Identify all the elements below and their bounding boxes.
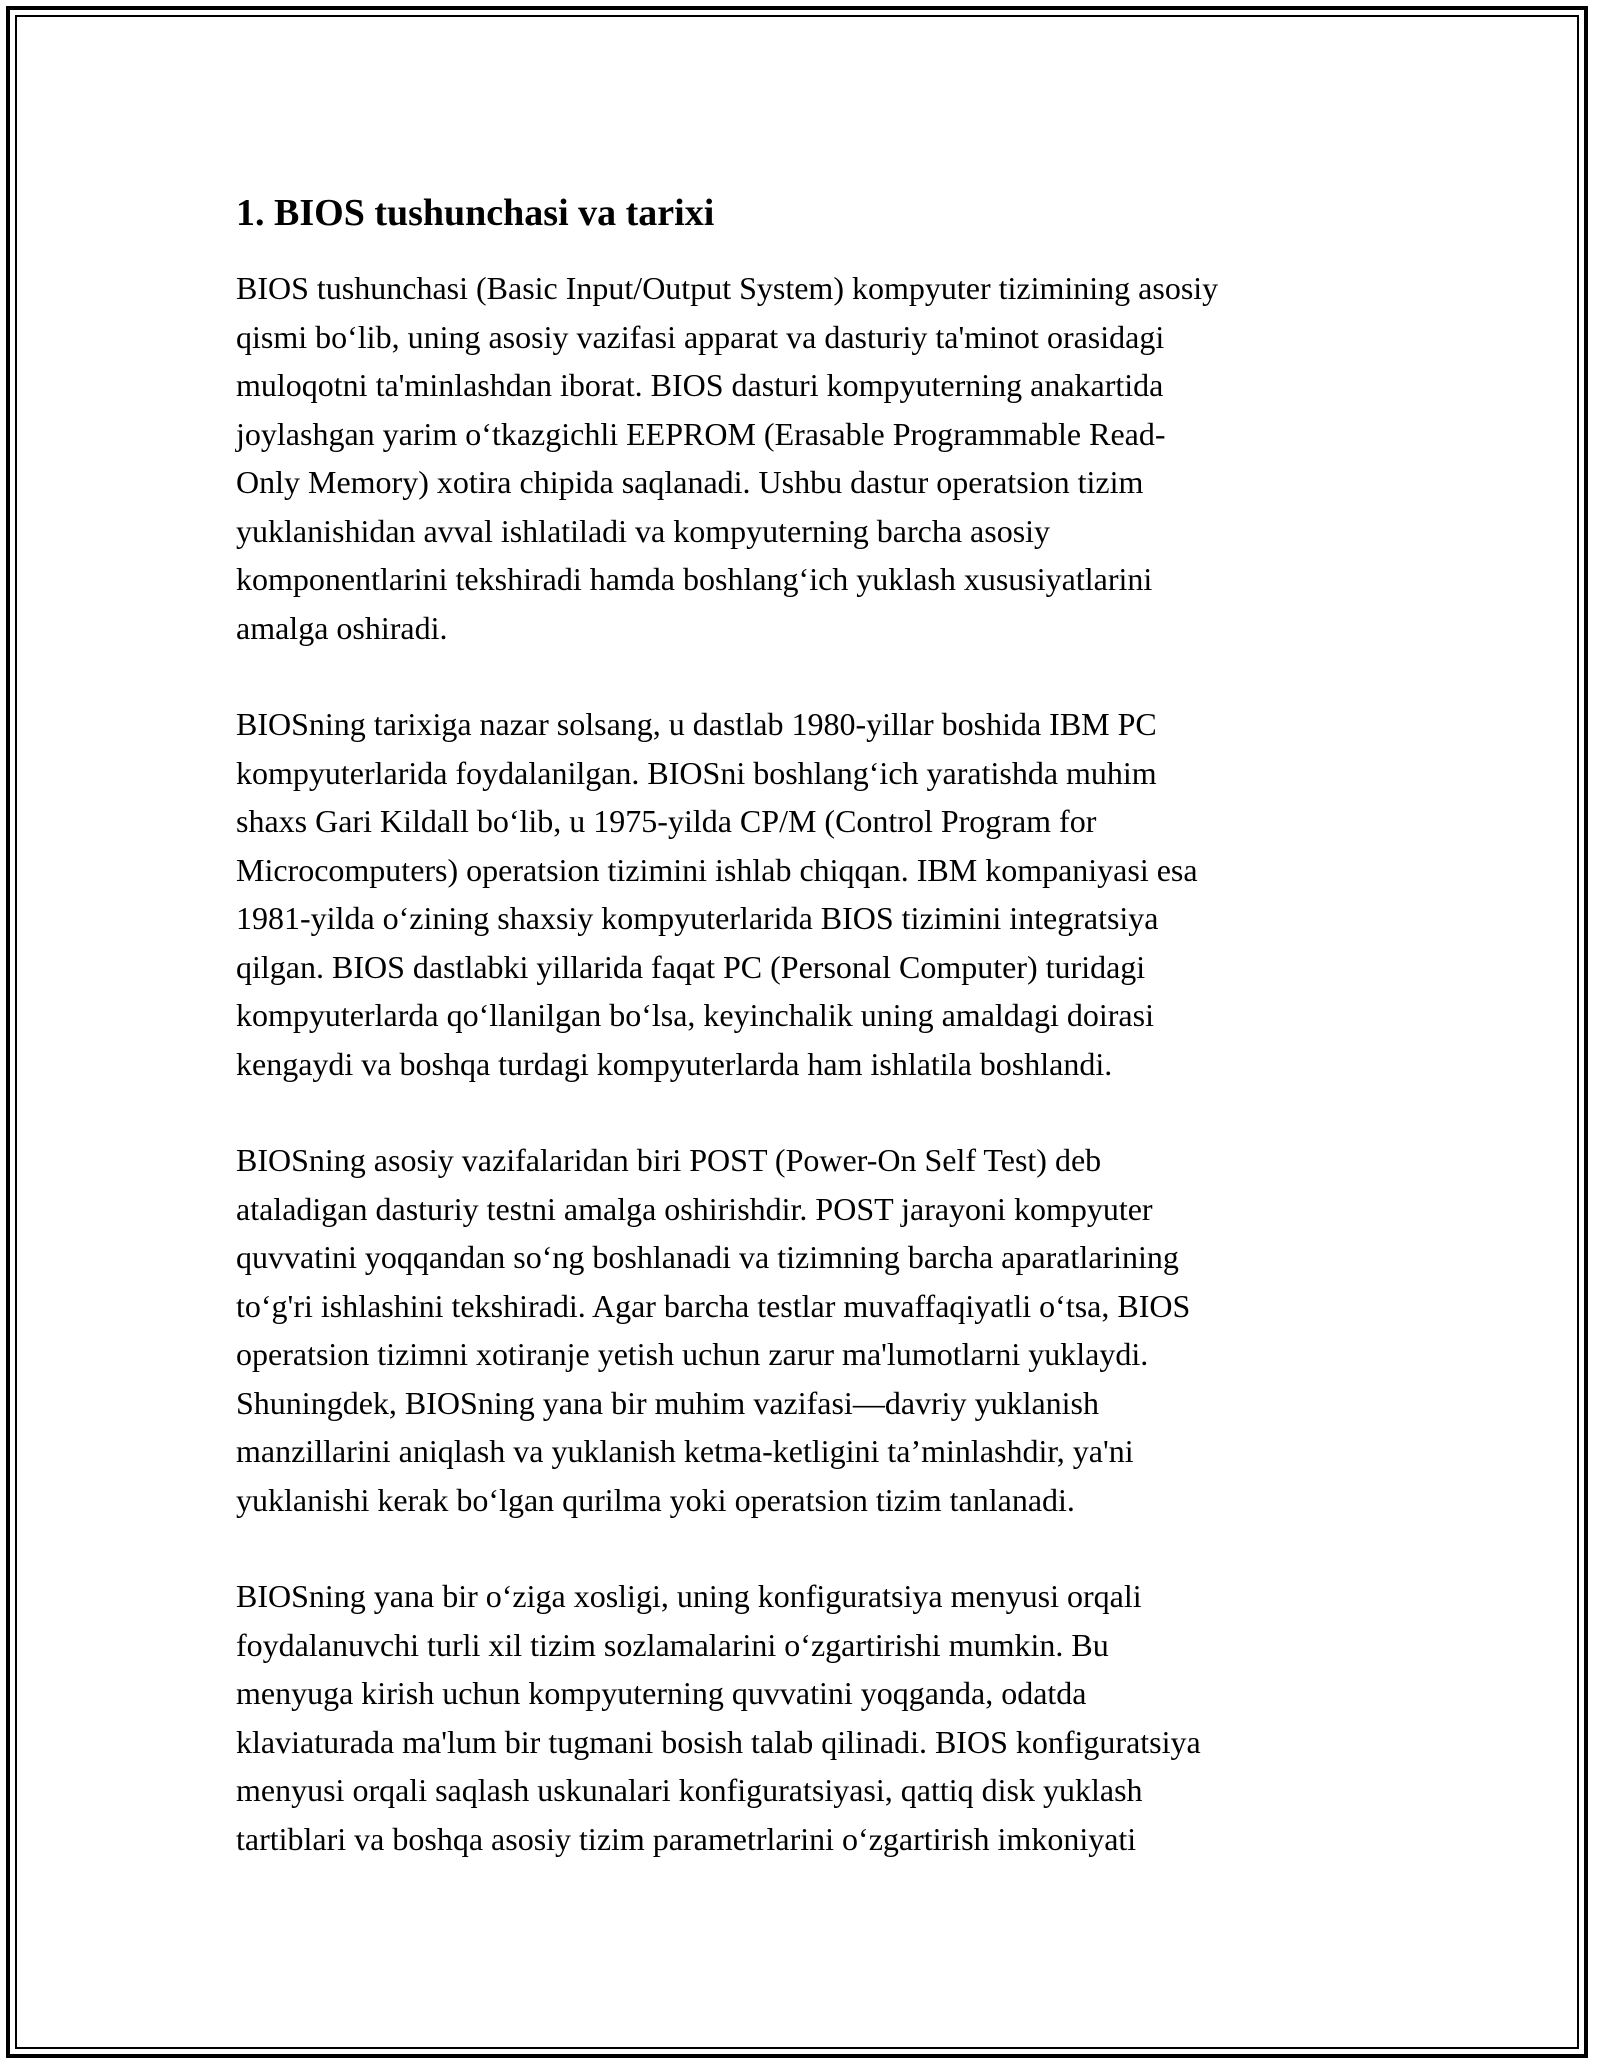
paragraph-post: BIOSning asosiy vazifalaridan biri POST (Power-On Self Test) deb ataladigan dasturiy testni amalga oshirishdir. POST jarayoni kompyuter quvvatini yoqqandan so‘ng boshlanadi va tizimning barcha aparatlarining to‘g'ri ishlashini tekshiradi. Agar barcha testlar muvaffaqiyatli o‘tsa, BIOS operatsion tizimni xotiranje yetish uchun zarur ma'lumotlarni yuklaydi. Shuningdek, BIOSning yana bir muhim vazifasi—davriy yuklanish manzillarini aniqlash va yuklanish ketma-ketligini ta’minlashdir, ya'ni yuklanishi kerak bo‘lgan qurilma yoki operatsion tizim tanlanadi. (236, 1142, 1191, 1518)
paragraph-bios-history: BIOSning tarixiga nazar solsang, u dastlab 1980-yillar boshida IBM PC kompyuterlarida foydalanilgan. BIOSni boshlang‘ich yaratishda muhim shaxs Gari Kildall bo‘lib, u 1975-yilda CP/M (Control Program for Microcomputers) operatsion tizimini ishlab chiqqan. IBM kompaniyasi esa 1981-yilda o‘zining shaxsiy kompyuterlarida BIOS tizimini integratsiya qilgan. BIOS dastlabki yillarida faqat PC (Personal Computer) turidagi kompyuterlarda qo‘llanilgan bo‘lsa, keyinchalik uning amaldagi doirasi kengaydi va boshqa turdagi kompyuterlarda ham ishlatila boshlandi. (236, 706, 1198, 1082)
paragraph-configuration-menu: BIOSning yana bir o‘ziga xosligi, uning konfiguratsiya menyusi orqali foydalanuvchi turli xil tizim sozlamalarini o‘zgartirishi mumkin. Bu menyuga kirish uchun kompyuterning quvvatini yoqganda, odatda klaviaturada ma'lum bir tugmani bosish talab qilinadi. BIOS konfiguratsiya menyusi orqali saqlash uskunalari konfiguratsiyasi, qattiq disk yuklash tartiblari va boshqa asosiy tizim parametrlarini o‘zgartirish imkoniyati (236, 1578, 1201, 1857)
document-body (236, 188, 1366, 1911)
paragraph-bios-definition: BIOS tushunchasi (Basic Input/Output System) kompyuter tizimining asosiy qismi bo‘lib, uning asosiy vazifasi apparat va dasturiy ta'minot orasidagi muloqotni ta'minlashdan iborat. BIOS dasturi kompyuterning anakartida joylashgan yarim o‘tkazgichli EEPROM (Erasable Programmable Read- Only Memory) xotira chipida saqlanadi. Ushbu dastur operatsion tizim yuklanishidan avval ishlatiladi va kompyuterning barcha asosiy komponentlarini tekshiradi hamda boshlang‘ich yuklash xususiyatlarini amalga oshiradi. (236, 270, 1219, 646)
section-title: 1. BIOS tushunchasi va tarixi (236, 192, 715, 234)
